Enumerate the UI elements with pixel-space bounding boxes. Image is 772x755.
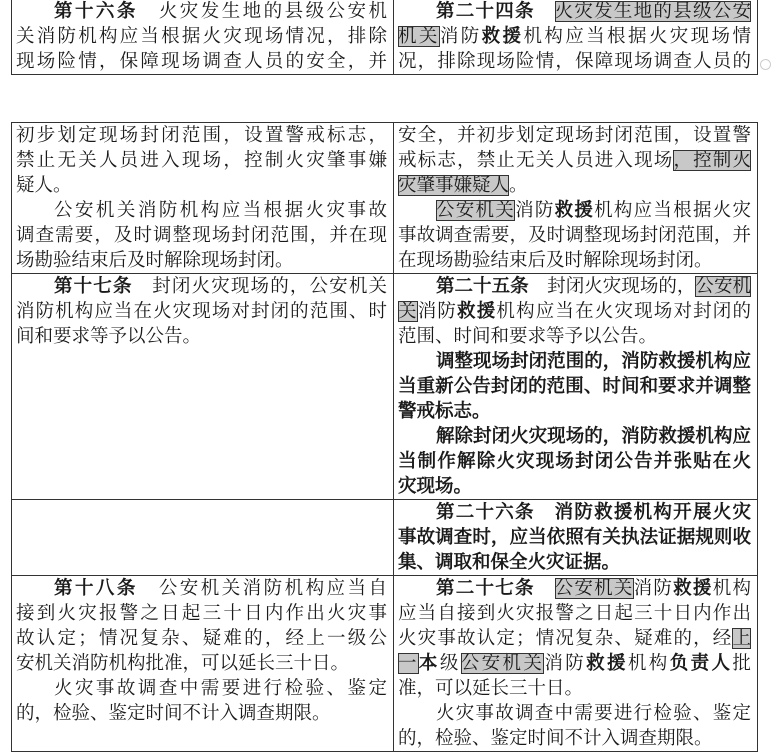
new-article-cell: [394, 576, 758, 752]
text: 调查需要，及时调整现场封闭范围，并在现: [16, 225, 387, 246]
bold-text: 救援: [586, 653, 628, 674]
text: 级: [439, 653, 461, 674]
text: 消防: [515, 200, 555, 221]
text-line: [16, 474, 387, 499]
bold-text: 第二十五条: [436, 276, 529, 297]
text-line: [16, 349, 387, 374]
text: 疑人。: [16, 175, 72, 196]
table-row: [12, 500, 758, 576]
text: 戒标志，禁止无关人员进入现场: [398, 150, 674, 171]
text-line: [16, 525, 387, 550]
text-line: [398, 676, 751, 701]
text-line: [398, 349, 751, 374]
text-line: [16, 399, 387, 424]
text: 批: [732, 653, 751, 674]
text-line: [16, 123, 387, 148]
old-article-cell: [12, 123, 394, 274]
text-line: [398, 223, 751, 248]
new-article-cell: [394, 500, 758, 576]
new-article-cell: [394, 274, 758, 500]
text: 公安机关消防机构应当根据火灾事故: [54, 200, 387, 221]
highlighted-text: 火灾发生地的县级公安: [554, 1, 751, 22]
bold-text: 第二十四条: [436, 1, 535, 22]
text-line: [16, 324, 387, 349]
text: 的，检验、鉴定时间不计入调查期限。: [16, 703, 331, 724]
text: 现场险情，保障现场调查人员的安全，并: [16, 51, 387, 72]
text-line: [398, 324, 751, 349]
text: 安机关消防机构批准，可以延长三十日。: [16, 653, 350, 674]
bold-text: 第二十七条: [436, 578, 535, 599]
text: 间和要求等予以公告。: [16, 326, 202, 347]
text: 故认定；情况复杂、疑难的，经上一级公: [16, 628, 387, 649]
text-line: [398, 198, 751, 223]
text-line: [398, 626, 751, 651]
text-line: [16, 198, 387, 223]
text-line: [398, 474, 751, 499]
text: 准，可以延长三十日。: [398, 678, 584, 699]
bold-text: 解除封闭火灾现场的，消防救援机构应: [436, 426, 751, 447]
text-line: [16, 449, 387, 474]
bold-text: 警戒标志。: [398, 401, 491, 422]
text-line: [16, 49, 387, 74]
text: 消防: [544, 653, 587, 674]
text-line: [16, 248, 387, 273]
text-line: [16, 601, 387, 626]
new-article-cell: [394, 123, 758, 274]
text-line: [398, 525, 751, 550]
text-line: [398, 49, 751, 74]
table-row: [12, 274, 758, 500]
text: 初步划定现场封闭范围，设置警戒标志，: [16, 125, 387, 146]
old-article-cell: [12, 576, 394, 752]
bold-text: 事故调查时，应当依照有关执法证据规则收: [398, 527, 751, 548]
text: 消防: [633, 578, 674, 599]
text: 关消防机构应当根据火灾现场情况，排除: [16, 26, 387, 47]
text: 消防: [439, 26, 482, 47]
bold-text: 救援: [481, 26, 524, 47]
old-article-cell: [12, 274, 394, 500]
bold-text: 负责人: [669, 653, 733, 674]
table-row: [12, 123, 758, 274]
text-line: [398, 0, 751, 24]
table-row: [12, 0, 758, 75]
text: 公安机关消防机构应当自: [137, 578, 387, 599]
bold-text: 集、调取和保全火灾证据。: [398, 552, 621, 573]
text: 事故调查需要，及时调整现场封闭范围，并: [398, 225, 751, 246]
text: 在现场勘验结束后及时解除现场封闭。: [398, 250, 713, 271]
text-line: [398, 148, 751, 173]
text: [535, 578, 555, 599]
text: 封闭火灾现场的，: [528, 276, 696, 297]
highlighted-text: 机关: [398, 26, 440, 47]
text: 火灾事故认定；情况复杂、疑难的，经: [398, 628, 733, 649]
text-line: [16, 274, 387, 299]
bold-text: 第十六条: [54, 1, 138, 22]
text: 消防机构应当在火灾现场对封闭的范围、时: [16, 301, 387, 322]
table-row: [12, 576, 758, 752]
text-line: [398, 500, 751, 525]
highlighted-text: ，控制火: [673, 150, 751, 171]
bold-text: 当重新公告封闭的范围、时间和要求并调整: [398, 376, 751, 397]
text-line: [16, 299, 387, 324]
text-line: [16, 550, 387, 575]
text: 范围、时间和要求等予以公告。: [398, 326, 658, 347]
text: 机构: [627, 653, 670, 674]
old-article-cell: [12, 0, 394, 75]
text: 况，排除现场险情，保障现场调查人员的: [398, 51, 751, 72]
text-line: [398, 651, 751, 676]
text: [535, 1, 555, 22]
text-line: [16, 173, 387, 198]
text-line: [398, 173, 751, 198]
text-line: [398, 274, 751, 299]
text: 火灾事故调查中需要进行检验、鉴定: [436, 703, 751, 724]
text: 火灾事故调查中需要进行检验、鉴定: [54, 678, 387, 699]
text-line: [398, 424, 751, 449]
text-line: [16, 651, 387, 676]
highlighted-text: 灾肇事嫌疑人: [398, 175, 510, 196]
text-line: [16, 424, 387, 449]
text-line: [16, 500, 387, 525]
text: 机构: [712, 578, 751, 599]
bold-text: 救援: [457, 301, 497, 322]
bold-text: 当制作解除火灾现场封闭公告并张贴在火: [398, 451, 751, 472]
text-line: [16, 701, 387, 726]
bold-text: 救援: [554, 200, 595, 221]
text: 消防: [417, 301, 458, 322]
text: 安全，并初步划定现场封闭范围，设置警: [398, 125, 751, 146]
text: 。: [509, 175, 528, 196]
highlighted-text: 关: [398, 301, 418, 322]
text-line: [16, 576, 387, 601]
text-line: [398, 701, 751, 726]
text-line: [398, 299, 751, 324]
text-line: [398, 399, 751, 424]
bold-text: 救援: [673, 578, 713, 599]
text-line: [398, 248, 751, 273]
bold-text: 第二十六条: [436, 502, 535, 523]
bold-text: 灾现场。: [398, 476, 473, 497]
bold-text: 本: [418, 653, 440, 674]
watermark-logo-icon: [760, 59, 771, 70]
text: 的，检验、鉴定时间不计入调查期限。: [398, 728, 713, 749]
new-article-cell: [394, 0, 758, 75]
text: 机构应当根据火灾现场情: [523, 26, 751, 47]
highlighted-text: 公安机关: [554, 578, 634, 599]
text: 封闭火灾现场的，公安机关: [132, 276, 387, 297]
bold-text: 调整现场封闭范围的，消防救援机构应: [436, 351, 751, 372]
text: 火灾发生地的县级公安机: [137, 1, 387, 22]
text-line: [398, 123, 751, 148]
highlighted-text: 一: [398, 653, 419, 674]
text-line: [398, 24, 751, 49]
text: 机构应当根据火灾: [594, 200, 751, 221]
comparison-table-main: [11, 122, 758, 752]
watermark: [760, 59, 771, 70]
text-line: [398, 374, 751, 399]
bold-text: 第十七条: [54, 276, 133, 297]
highlighted-text: 公安机关: [436, 200, 516, 221]
text-line: [16, 0, 387, 24]
text-line: [16, 24, 387, 49]
highlighted-text: 公安机: [695, 276, 751, 297]
text-line: [16, 223, 387, 248]
bold-text: 第十八条: [54, 578, 138, 599]
text-line: [398, 601, 751, 626]
text-line: [398, 576, 751, 601]
comparison-table-top: [11, 0, 758, 75]
text-line: [398, 726, 751, 751]
text-line: [16, 626, 387, 651]
text-line: [16, 726, 387, 751]
highlighted-text: 上: [732, 628, 751, 649]
text: 禁止无关人员进入现场，控制火灾肇事嫌: [16, 150, 387, 171]
text: 应当自接到火灾报警之日起三十日内作出: [398, 603, 751, 624]
text-line: [398, 550, 751, 575]
text-line: [16, 148, 387, 173]
text: 接到火灾报警之日起三十日内作出火灾事: [16, 603, 387, 624]
text-line: [16, 676, 387, 701]
old-article-cell: [12, 500, 394, 576]
bold-text: 消防救援机构开展火灾: [534, 502, 751, 523]
text-line: [16, 374, 387, 399]
highlighted-text: 公安机关: [460, 653, 545, 674]
text: 机构应当在火灾现场对封闭的: [496, 301, 751, 322]
text: 场勘验结束后及时解除现场封闭。: [16, 250, 294, 271]
text-line: [398, 449, 751, 474]
